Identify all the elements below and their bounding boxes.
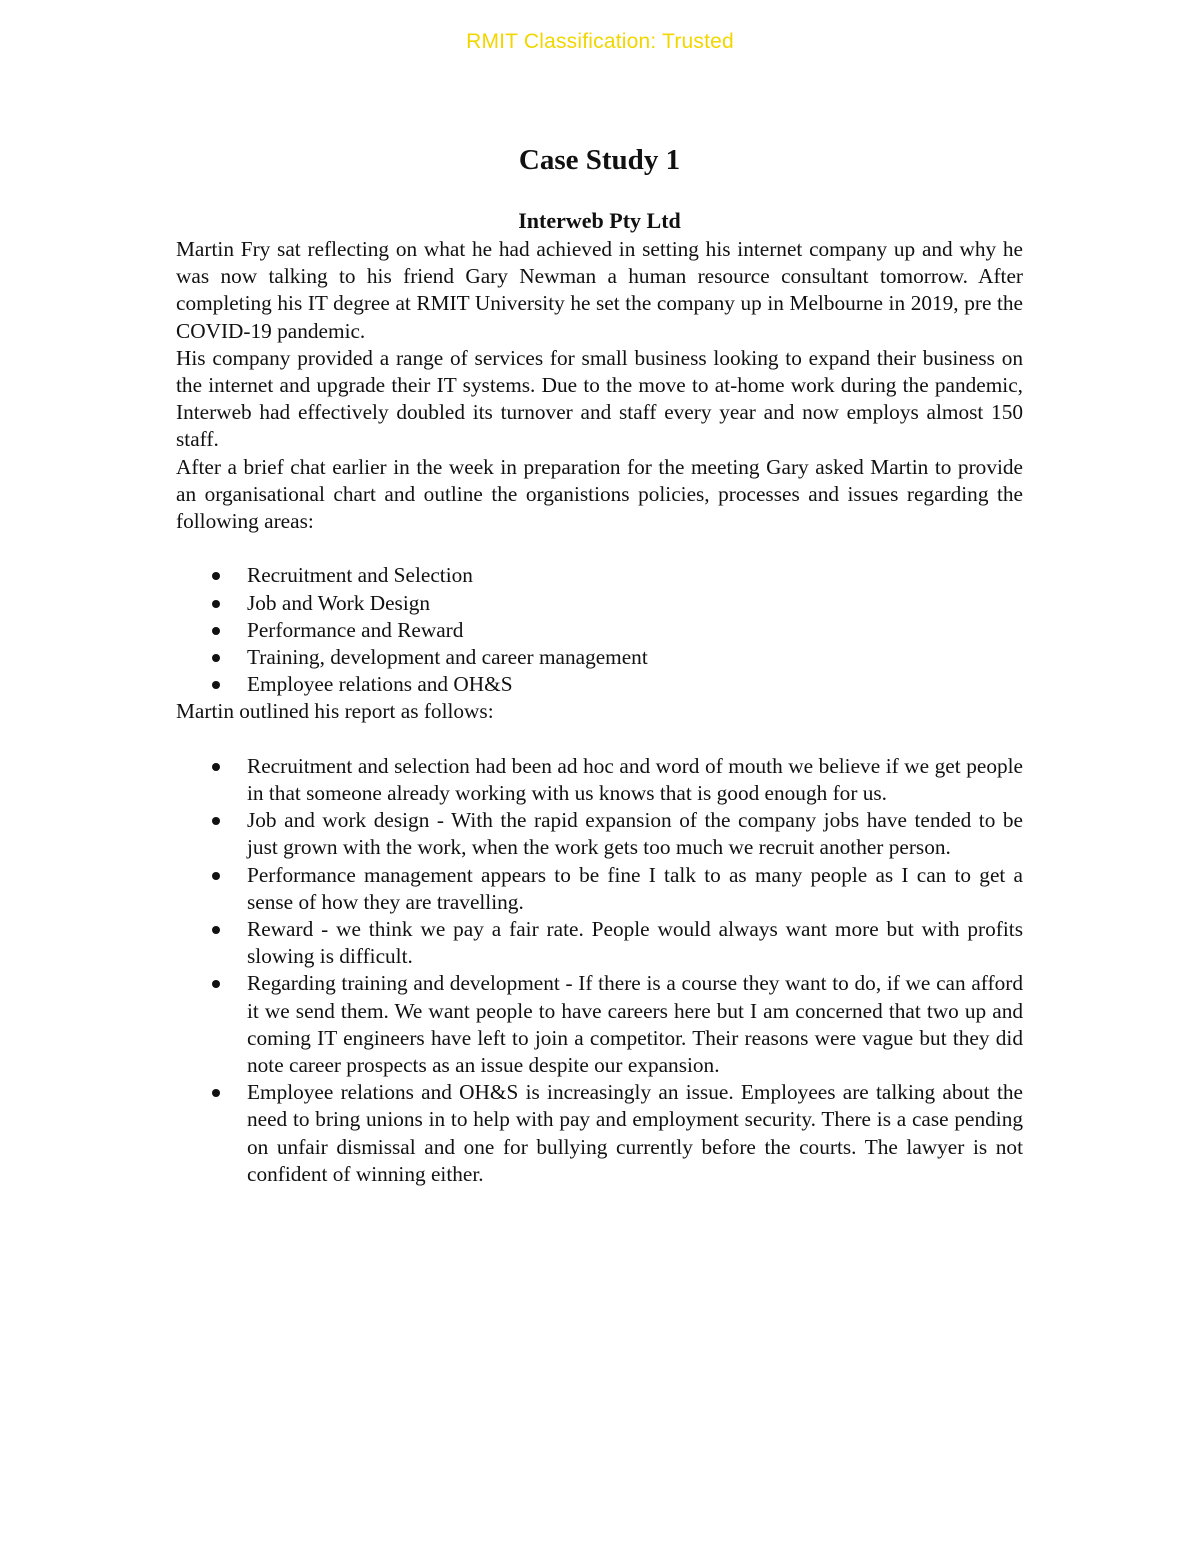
bullet-icon: [212, 926, 220, 934]
bullet-icon: [212, 654, 220, 662]
page-title: Case Study 1: [518, 144, 681, 176]
list-item-text: Job and Work Design: [247, 590, 431, 615]
paragraph-request: After a brief chat earlier in the week in preparation for the meeting Gary asked Martin to provide an organisational chart and outline the organistions policies, processes and issues regarding the following areas:: [176, 454, 1023, 534]
list-item-text: Recruitment and Selection: [247, 563, 473, 588]
list-item-text: Performance management appears to be fine I talk to as many people as I can to get a sense of how they are travelling.: [247, 862, 1023, 914]
bullet-icon: [212, 817, 220, 825]
bullet-icon: [212, 763, 220, 771]
list-item-text: Regarding training and development - If there is a course they want to do, if we can afford it we send them. We want people to have careers here but I am concerned that two up and coming IT engineers have left to join a competitor. Their reasons were vague but they did note career prospects as an issue despite our expansion.: [247, 971, 1023, 1078]
paragraph-intro: Martin Fry sat reflecting on what he had achieved in setting his internet company up and why he was now talking to his friend Gary Newman a human resource consultant tomorrow. After completing his IT degree at RMIT University he set the company up in Melbourne in 2019, pre the COVID-19 pandemic.: [176, 237, 1023, 343]
page-subtitle: Interweb Pty Ltd: [518, 208, 681, 233]
list-item: [176, 617, 1023, 644]
list-item-text: Training, development and career management: [247, 645, 648, 670]
bullet-icon: [212, 872, 220, 880]
list-item: [176, 916, 1023, 970]
bullet-icon: [212, 627, 220, 635]
list-item: [176, 970, 1023, 1079]
list-item: [176, 644, 1023, 671]
list-item: [176, 671, 1023, 698]
bullet-icon: [212, 681, 220, 689]
list-item: [176, 590, 1023, 617]
bullet-icon: [212, 572, 220, 580]
paragraph-report-intro: Martin outlined his report as follows:: [176, 699, 494, 724]
list-item: [176, 1079, 1023, 1188]
list-item-text: Employee relations and OH&S: [247, 672, 513, 697]
list-item-text: Job and work design - With the rapid expansion of the company jobs have tended to be just grown with the work, when the work gets too much we recruit another person.: [247, 808, 1023, 860]
classification-header: RMIT Classification: Trusted: [466, 30, 734, 53]
paragraph-company: His company provided a range of services for small business looking to expand their business on the internet and upgrade their IT systems. Due to the move to at-home work during the pandemic, Interweb had effectively doubled its turnover and staff every year and now employs almost 150 staff.: [176, 345, 1023, 452]
report-list: [176, 753, 1023, 1188]
bullet-icon: [212, 600, 220, 608]
list-item: [176, 562, 1023, 589]
list-item: [176, 862, 1023, 916]
bullet-icon: [212, 1089, 220, 1097]
list-item: [176, 807, 1023, 861]
list-item-text: Performance and Reward: [247, 617, 464, 642]
list-item-text: Reward - we think we pay a fair rate. People would always want more but with profits slowing is difficult.: [247, 917, 1023, 969]
list-item: [176, 753, 1023, 807]
list-item-text: Employee relations and OH&S is increasingly an issue. Employees are talking about the need to bring unions in to help with pay and employment security. There is a case pending on unfair dismissal and one for bullying currently before the courts. The lawyer is not confident of winning either.: [247, 1080, 1023, 1186]
areas-list: [176, 562, 1023, 698]
document-body: [176, 140, 1023, 1188]
list-item-text: Recruitment and selection had been ad hoc and word of mouth we believe if we get people in that someone already working with us knows that is good enough for us.: [247, 753, 1023, 806]
bullet-icon: [212, 980, 220, 988]
